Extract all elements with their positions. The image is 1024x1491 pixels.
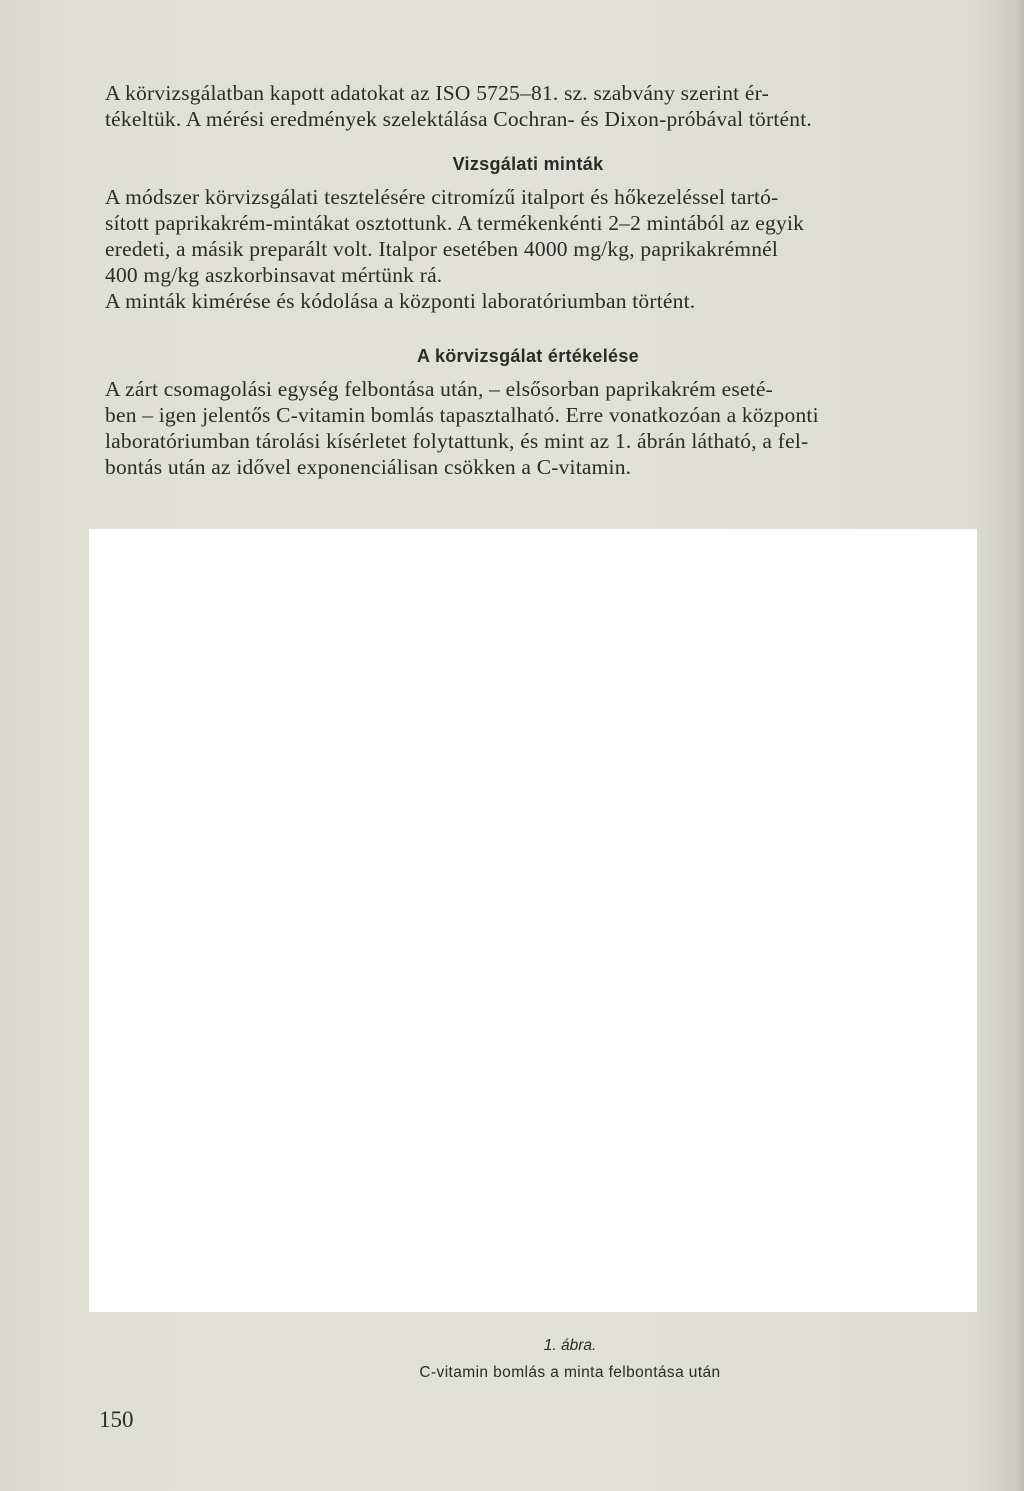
figure-number: 1. ábra. (543, 1337, 597, 1354)
section-heading-evaluation: A körvizsgálat értékelése (417, 346, 639, 366)
figure-caption: C-vitamin bomlás a minta felbontása után (419, 1364, 721, 1381)
figure-placeholder (89, 529, 977, 1312)
section-heading-samples: Vizsgálati minták (452, 154, 604, 174)
page-number: 150 (99, 1407, 134, 1432)
page-edge (1014, 0, 1024, 1491)
evaluation-paragraph: A zárt csomagolási egység felbontása után, – elsősorban paprikakrém eseté- ben – igen jelentős C-vitamin bomlás tapasztalható. Erre vonatkozóan a központi laboratóriumban tárolási kísérletet folytattunk, és mint az 1. ábrán látható, a fel- bontás után az idővel exponenciálisan csökken a C-vitamin. (105, 377, 819, 479)
intro-paragraph: A körvizsgálatban kapott adatokat az ISO 5725–81. sz. szabvány szerint ér- tékeltük. A mérési eredmények szelektálása Cochran- és Dixon-próbával történt. (105, 81, 812, 131)
samples-paragraph: A módszer körvizsgálati tesztelésére citromízű italport és hőkezeléssel tartó- sított paprikakrém-mintákat osztottunk. A termékenkénti 2–2 mintából az egyik eredeti, a másik preparált volt. Italpor esetében 4000 mg/kg, paprikakrémnél 400 mg/kg aszkorbinsavat mértünk rá. A minták kimérése és kódolása a központi laboratóriumban történt. (105, 185, 805, 313)
